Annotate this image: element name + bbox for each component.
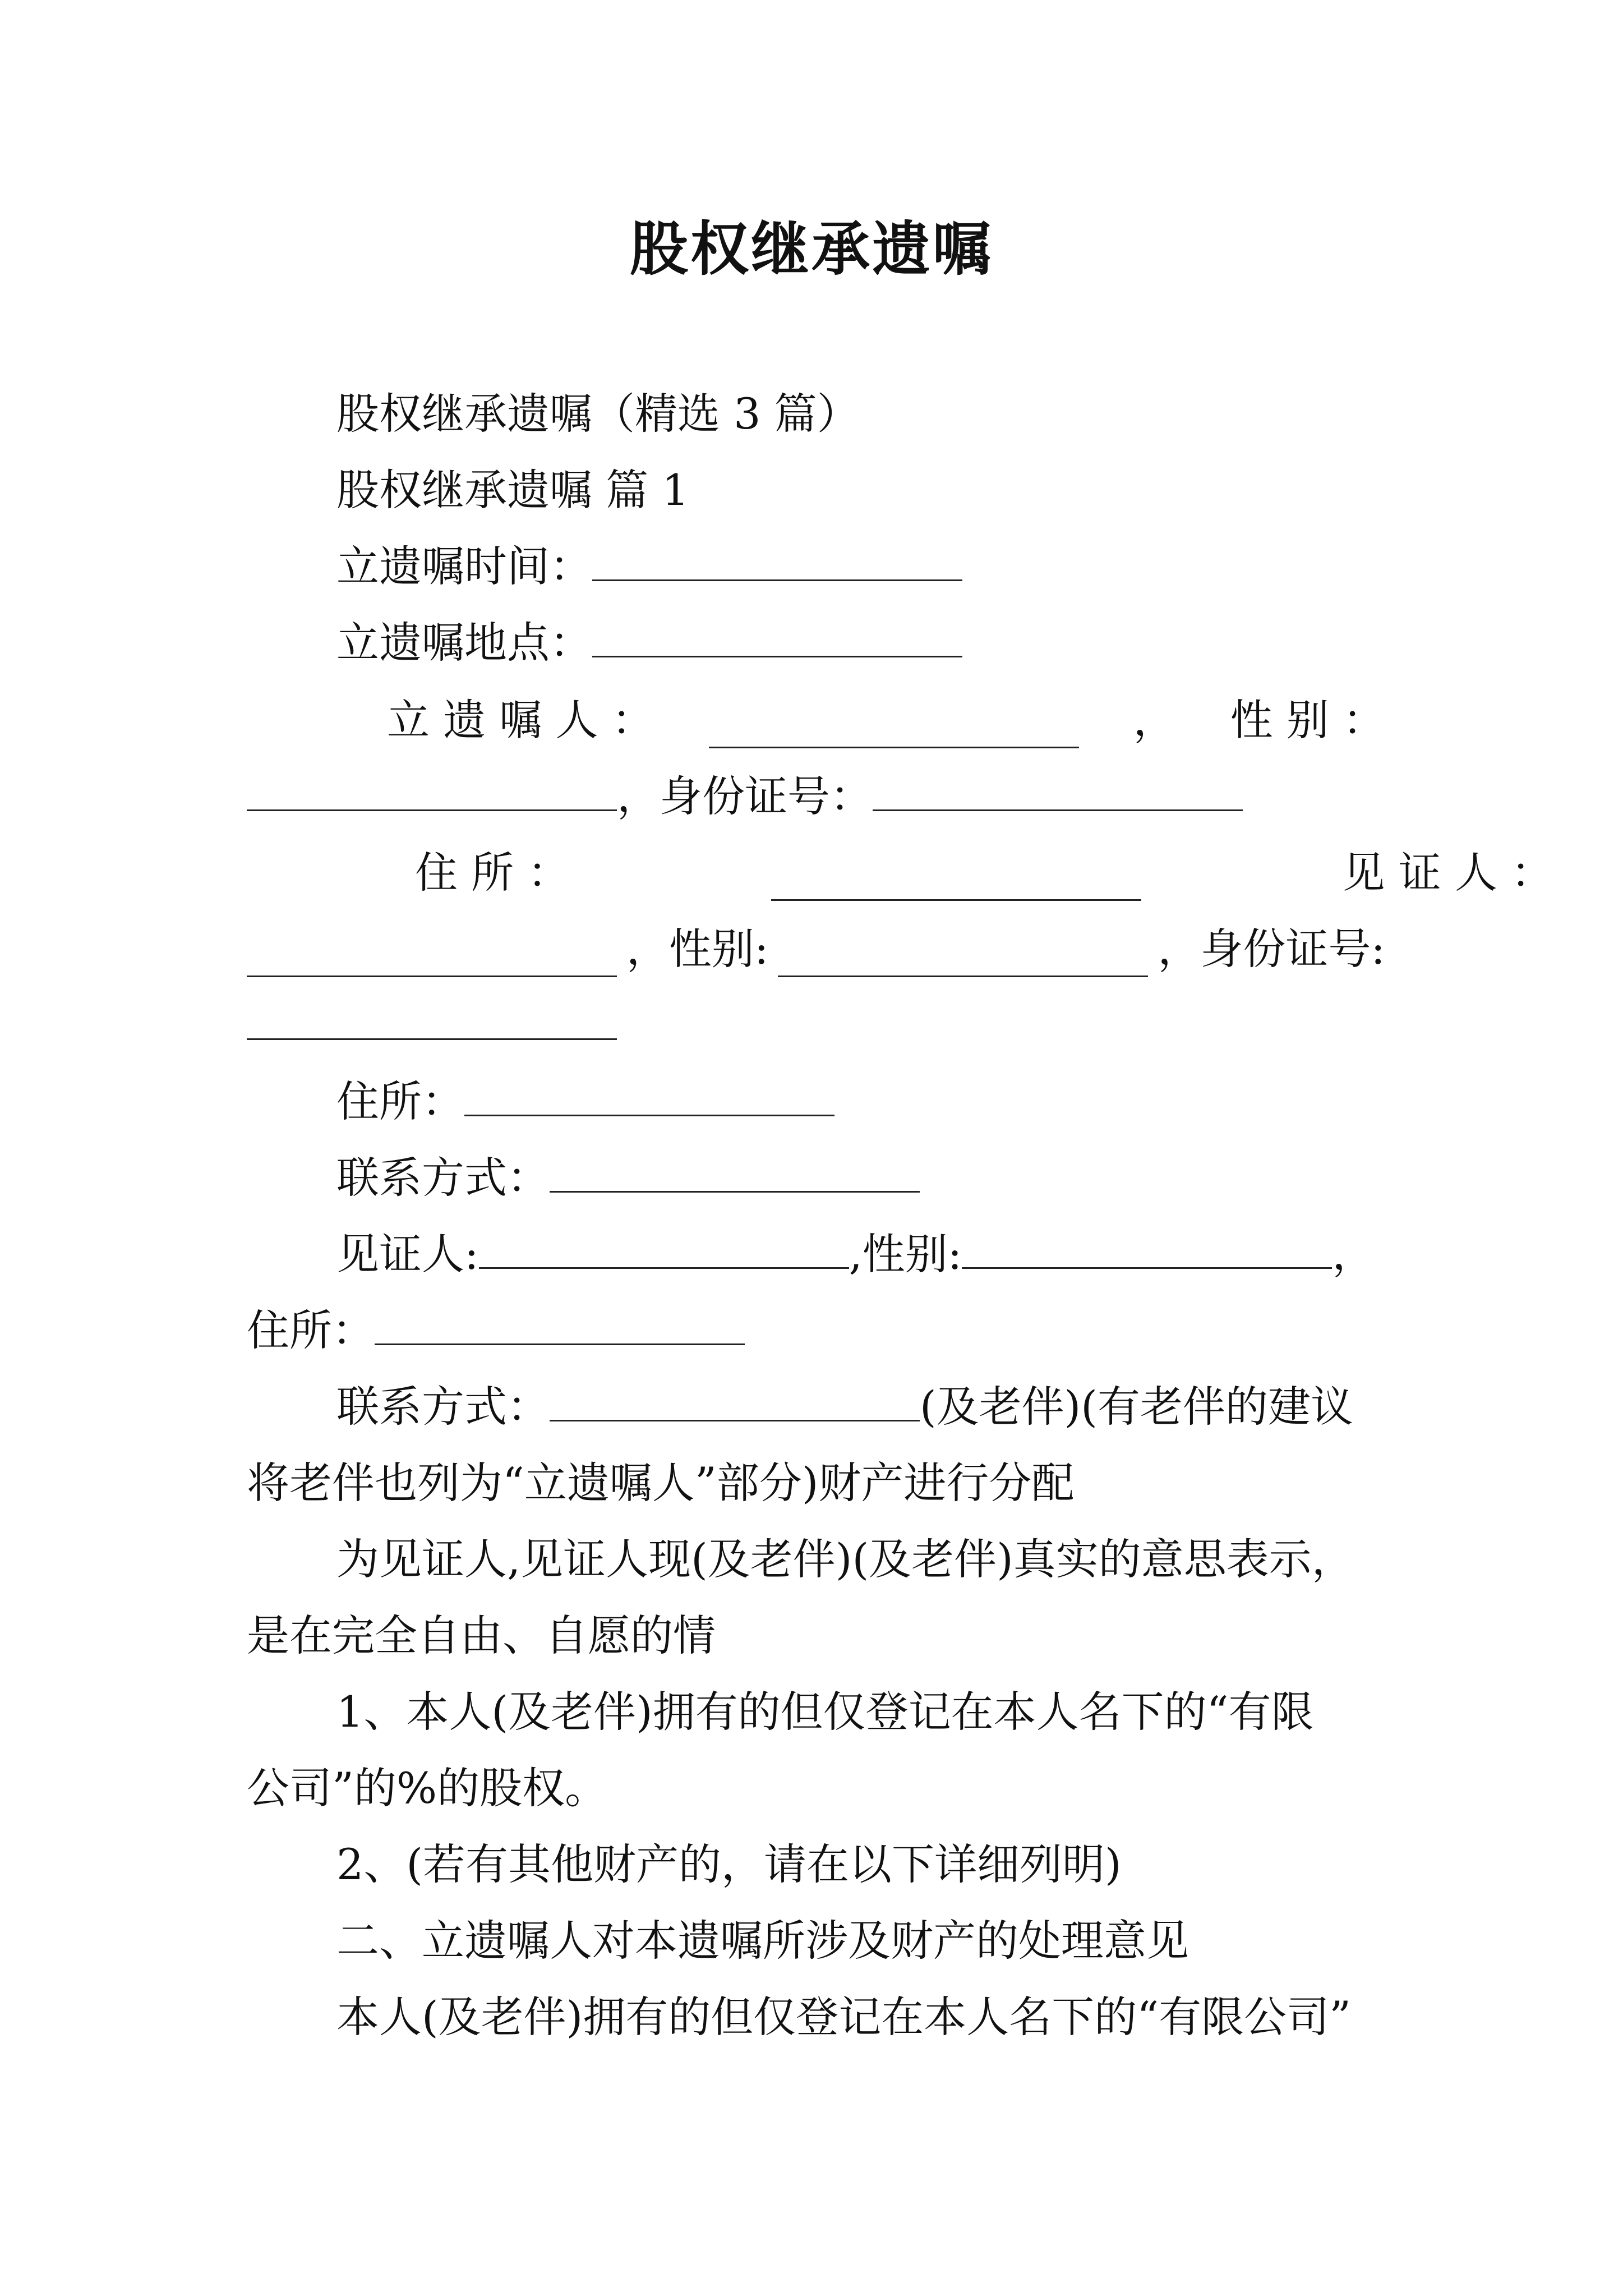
testator-id-blank xyxy=(873,777,1243,811)
paragraph-line: 是在完全自由、自愿的情 xyxy=(247,1611,716,1660)
paragraph-line: 2、(若有其他财产的，请在以下详细列明) xyxy=(336,1839,1122,1889)
will-place-line: 立遗嘱地点： xyxy=(247,615,1385,671)
second-witness-gender-blank xyxy=(962,1235,1332,1269)
second-witness-residence-blank xyxy=(375,1311,745,1345)
second-witness-residence-line: 住所： xyxy=(247,1303,1385,1359)
subtitle-line: 股权继承遗嘱（精选 3 篇） xyxy=(336,389,860,439)
document-title: 股权继承遗嘱 xyxy=(629,215,993,283)
will-date-line: 立遗嘱时间： xyxy=(247,539,1385,595)
witness-contact-line: 联系方式： xyxy=(247,1150,1385,1206)
testator-id-line: ，身份证号： xyxy=(247,769,1385,825)
paragraph-line: 本人(及老伴)拥有的但仅登记在本人名下的“有限公司” xyxy=(336,1992,1352,2042)
witness-gender-blank xyxy=(778,943,1148,977)
residence-blank xyxy=(771,867,1141,901)
witness-details-line: ，性别: ，身份证号: xyxy=(247,921,1385,977)
witness-id-line xyxy=(247,997,1385,1053)
testator-line: 立 遗 嘱 人 ： ， 性 别 ： xyxy=(247,692,1385,748)
second-witness-contact-line: 联系方式： (及老伴)(有老伴的建议 xyxy=(336,1382,1353,1432)
paragraph-line: 1、本人(及老伴)拥有的但仅登记在本人名下的“有限 xyxy=(336,1687,1314,1737)
residence-witness-line: 住 所 ： 见 证 人 ： xyxy=(247,845,1553,901)
second-witness-contact-blank xyxy=(550,1387,920,1421)
section-heading: 股权继承遗嘱 篇 1 xyxy=(336,465,689,515)
paragraph-line: 将老伴也列为“立遗嘱人”部分)财产进行分配 xyxy=(247,1458,1075,1508)
testator-name-blank xyxy=(709,714,1079,748)
paragraph-line: 公司”的%的股权。 xyxy=(247,1763,608,1813)
witness-residence-line: 住所： xyxy=(247,1074,1385,1130)
second-witness-name-blank xyxy=(479,1235,849,1269)
witness-id-blank xyxy=(247,1006,617,1040)
second-witness-line: 见证人: ,性别: ， xyxy=(336,1229,1375,1279)
paragraph-line: 为见证人,见证人现(及老伴)(及老伴)真实的意思表示， xyxy=(336,1534,1354,1584)
section-heading-two: 二、立遗嘱人对本遗嘱所涉及财产的处理意见 xyxy=(336,1916,1189,1966)
will-date-blank xyxy=(592,547,962,581)
witness-contact-blank xyxy=(550,1158,920,1193)
witness-name-blank xyxy=(247,943,617,977)
will-place-blank xyxy=(592,623,962,657)
witness-residence-blank xyxy=(464,1082,834,1116)
testator-gender-blank xyxy=(247,777,617,811)
